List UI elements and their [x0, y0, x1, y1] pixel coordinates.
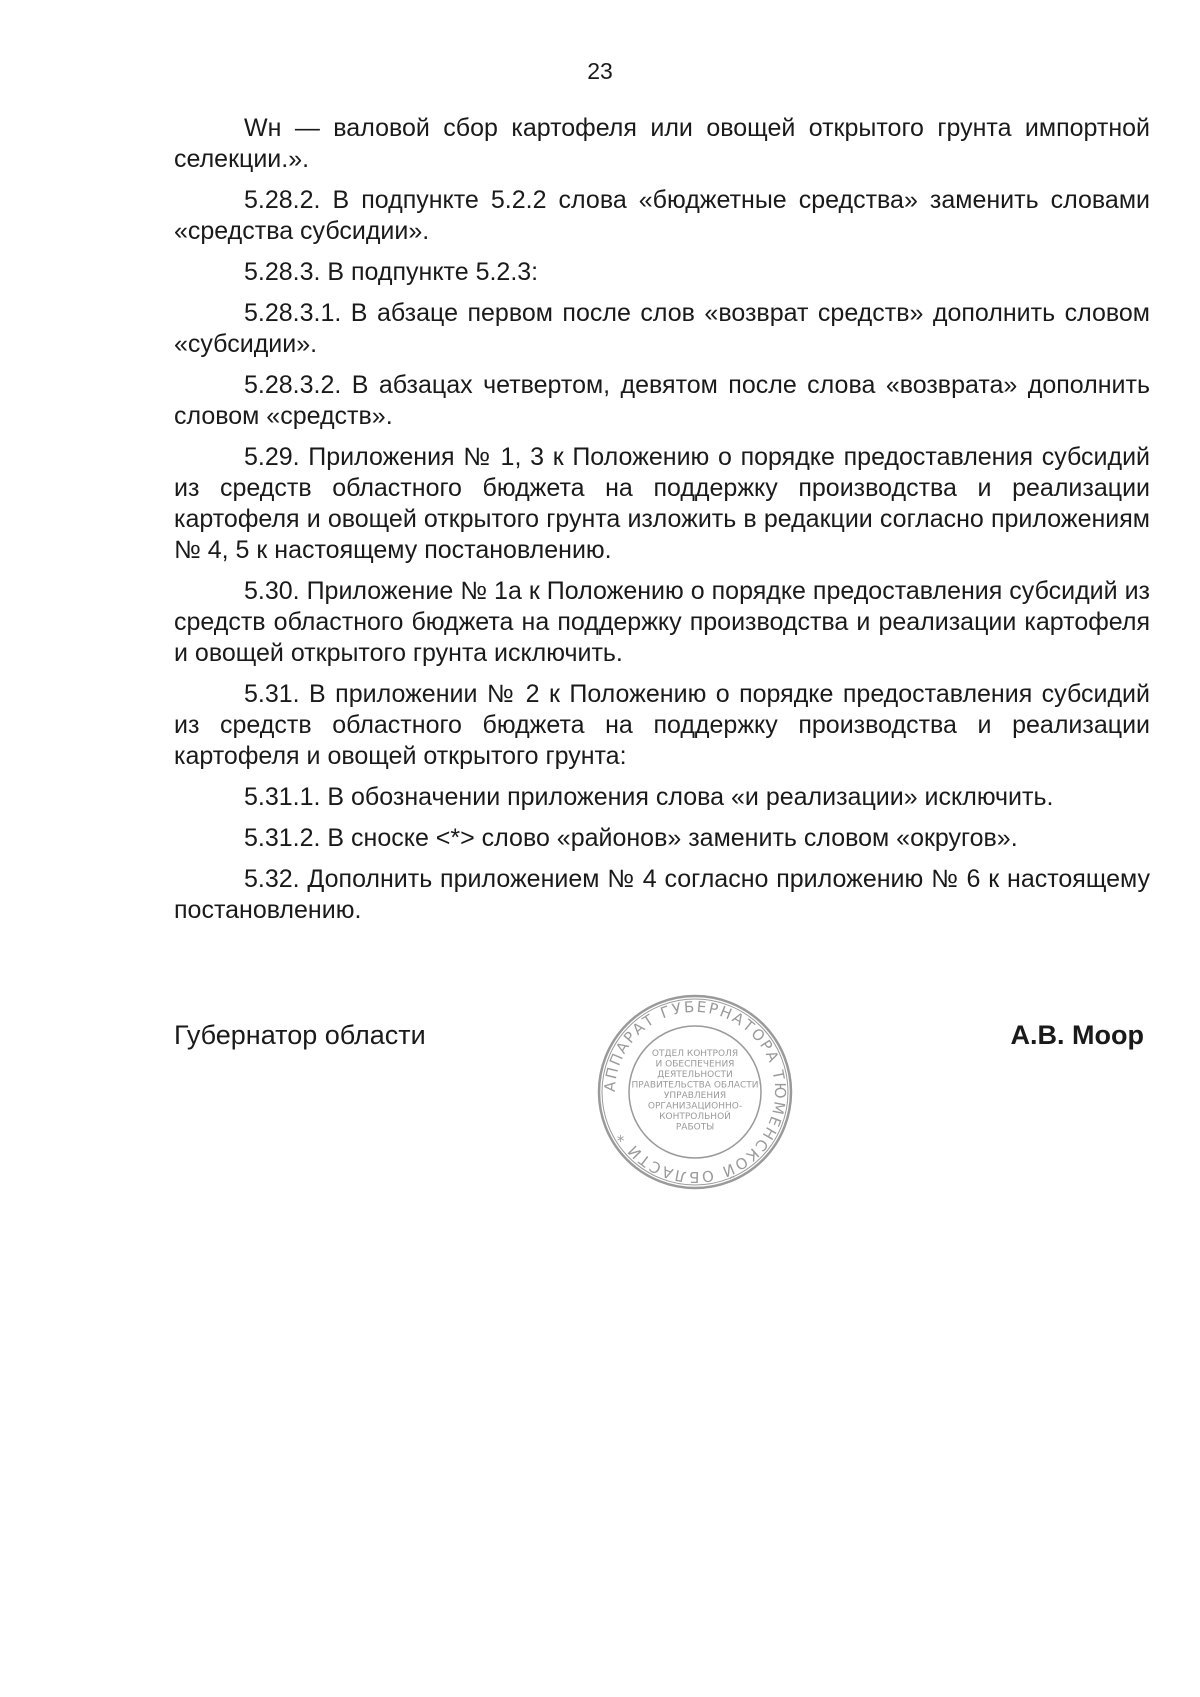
paragraph: 5.31.1. В обозначении приложения слова «и реализации» исключить.	[244, 783, 1054, 811]
seal-inner-line: УПРАВЛЕНИЯ	[663, 1091, 727, 1101]
paragraph: 5.28.3.1. В абзаце первом после слов «возврат средств» дополнить словом «субсидии».	[174, 299, 1150, 358]
paragraph: 5.30. Приложение № 1а к Положению о порядке предоставления субсидий из средств областного бюджета на поддержку производства и реализации картофеля и овощей открытого грунта исключить.	[174, 577, 1150, 667]
seal-inner-line: КОНТРОЛЬНОЙ	[659, 1112, 731, 1122]
signatory-title: Губернатор области	[174, 1020, 426, 1050]
paragraph: 5.32. Дополнить приложением № 4 согласно приложению № 6 к настоящему постановлению.	[174, 865, 1150, 924]
paragraph: 5.28.3.2. В абзацах четвертом, девятом после слова «возврата» дополнить словом «средств».	[174, 371, 1150, 430]
seal-inner-line: РАБОТЫ	[675, 1122, 715, 1133]
paragraph: Wн — валовой сбор картофеля или овощей открытого грунта импортной селекции.».	[174, 114, 1150, 173]
paragraph: 5.29. Приложения № 1, 3 к Положению о порядке предоставления субсидий из средств областного бюджета на поддержку производства и реализации картофеля и овощей открытого грунта изложить в редакции согласно приложениям № 4, 5 к настоящему постановлению.	[174, 443, 1150, 564]
paragraph: 5.31. В приложении № 2 к Положению о порядке предоставления субсидий из средств областного бюджета на поддержку производства и реализации картофеля и овощей открытого грунта:	[174, 680, 1150, 770]
page-number: 23	[587, 58, 613, 84]
signature-block	[174, 1020, 1144, 1060]
seal-inner-text	[631, 1049, 758, 1133]
paragraph: 5.28.2. В подпункте 5.2.2 слова «бюджетные средства» заменить словами «средства субсидии».	[174, 186, 1150, 245]
seal-inner-line: ДЕЯТЕЛЬНОСТИ	[657, 1070, 733, 1080]
seal-inner-line: ОТДЕЛ КОНТРОЛЯ	[651, 1049, 739, 1059]
seal-inner-line: И ОБЕСПЕЧЕНИЯ	[655, 1059, 735, 1070]
paragraph: 5.28.3. В подпункте 5.2.3:	[244, 258, 539, 286]
document-body	[174, 113, 1150, 936]
seal-outer-text: АППАРАТ ГУБЕРНАТОРА ТЮМЕНСКОЙ ОБЛАСТИ *	[600, 997, 790, 1187]
seal-inner-line: ОРГАНИЗАЦИОННО-	[647, 1101, 743, 1112]
paragraph: 5.31.2. В сноске <*> слово «районов» заменить словом «округов».	[244, 824, 1018, 852]
signatory-name: А.В. Моор	[1010, 1020, 1144, 1050]
seal-inner-line: ПРАВИТЕЛЬСТВА ОБЛАСТИ	[631, 1080, 759, 1091]
